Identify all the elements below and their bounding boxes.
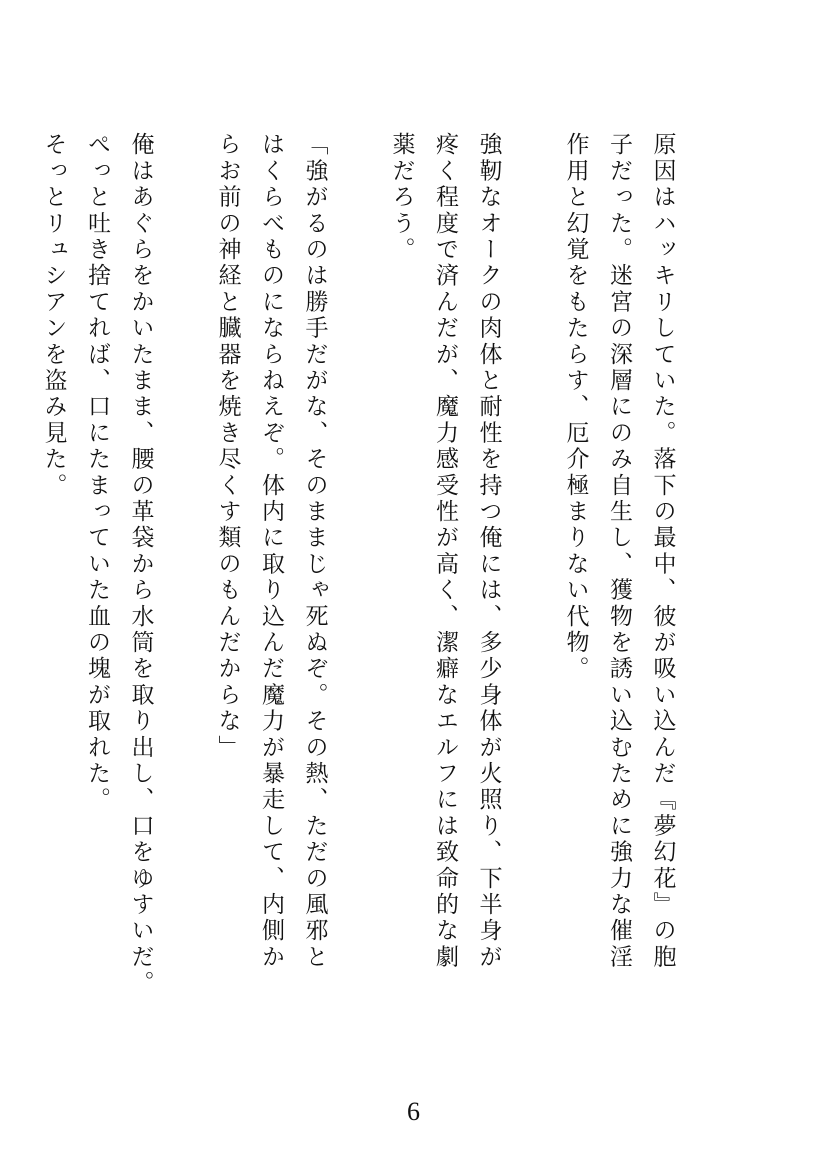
page-number: 6 (407, 1097, 420, 1126)
paragraph-4: 俺はあぐらをかいたまま、腰の革袋から水筒を取り出し、口をゆすいだ。 ぺっと吐き捨てれば、口にたまっていた血の塊が取れた。 そっとリュシアンを盗み見た。 (40, 132, 154, 997)
vertical-text-body (0, 132, 727, 1067)
paragraph-3: 「強がるのは勝手だがな、そのままじゃ死ぬぞ。その熱、ただの風邪と はくらべものにならねえぞ。体内に取り込んだ魔力が暴走して、内側か らお前の神経と臓器を焼き尽くす類のもんだからな」 (214, 132, 328, 971)
paragraph-2: 強靭なオークの肉体と耐性を持つ俺には、多少身体が火照り、下半身が 疼く程度で済んだが、魔力感受性が高く、潔癖なエルフには致命的な劇 薬だろう。 (388, 132, 502, 971)
paragraph-1: 原因はハッキリしていた。落下の最中、彼が吸い込んだ『夢幻花』の胞 子だった。迷宮の深層にのみ自生し、獲物を誘い込むために強力な催淫 作用と幻覚をもたらす、厄介極まりない代物。 (562, 132, 676, 971)
